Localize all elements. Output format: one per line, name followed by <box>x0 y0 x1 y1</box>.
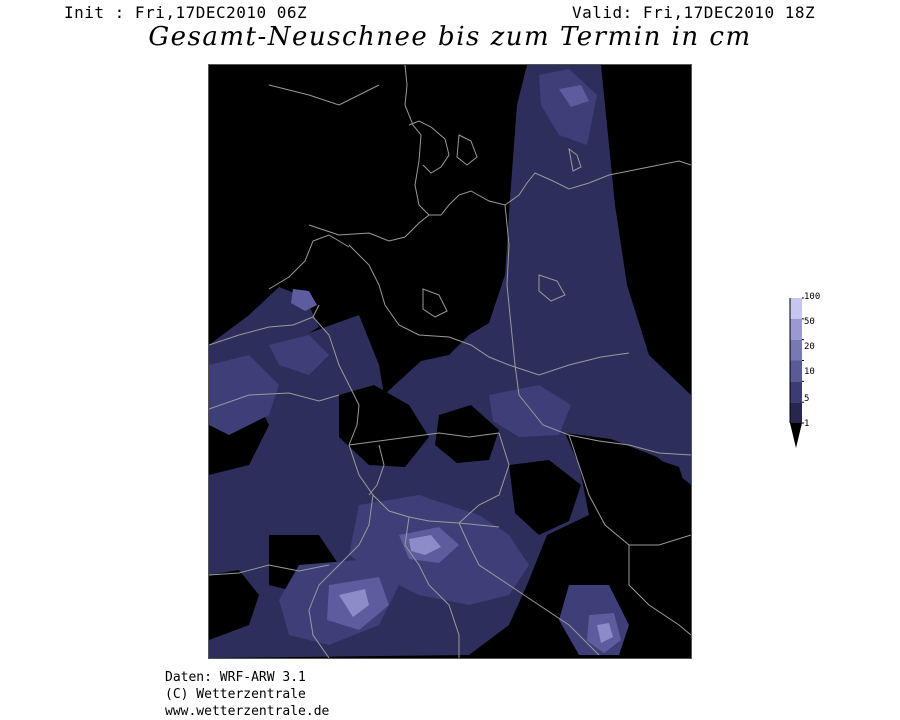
colorbar-box <box>790 361 802 382</box>
colorbar-box <box>790 298 802 319</box>
valid-time: Valid: Fri,17DEC2010 18Z <box>572 3 816 22</box>
snowfall-map <box>208 64 692 659</box>
colorbar-label-5: 5 <box>804 394 810 404</box>
init-time: Init : Fri,17DEC2010 06Z <box>64 3 308 22</box>
colorbar-label-100: 100 <box>804 292 821 302</box>
colorbar-bottom-arrow <box>790 423 802 448</box>
colorbar-label-1: 1 <box>804 419 810 429</box>
snowfall-map-svg <box>209 65 691 658</box>
credit-data-source: Daten: WRF-ARW 3.1 <box>165 670 306 685</box>
colorbar-label-10: 10 <box>804 367 815 377</box>
colorbar-box <box>790 319 802 340</box>
colorbar-box <box>790 381 802 402</box>
colorbar-label-50: 50 <box>804 317 815 327</box>
colorbar-box <box>790 340 802 361</box>
credit-copyright: (C) Wetterzentrale <box>165 687 306 702</box>
colorbar-top-cap <box>792 268 800 298</box>
map-title: Gesamt-Neuschnee bis zum Termin in cm <box>148 22 752 52</box>
colorbar-box <box>790 402 802 423</box>
colorbar-label-20: 20 <box>804 342 815 352</box>
credit-website[interactable]: www.wetterzentrale.de <box>165 704 330 719</box>
